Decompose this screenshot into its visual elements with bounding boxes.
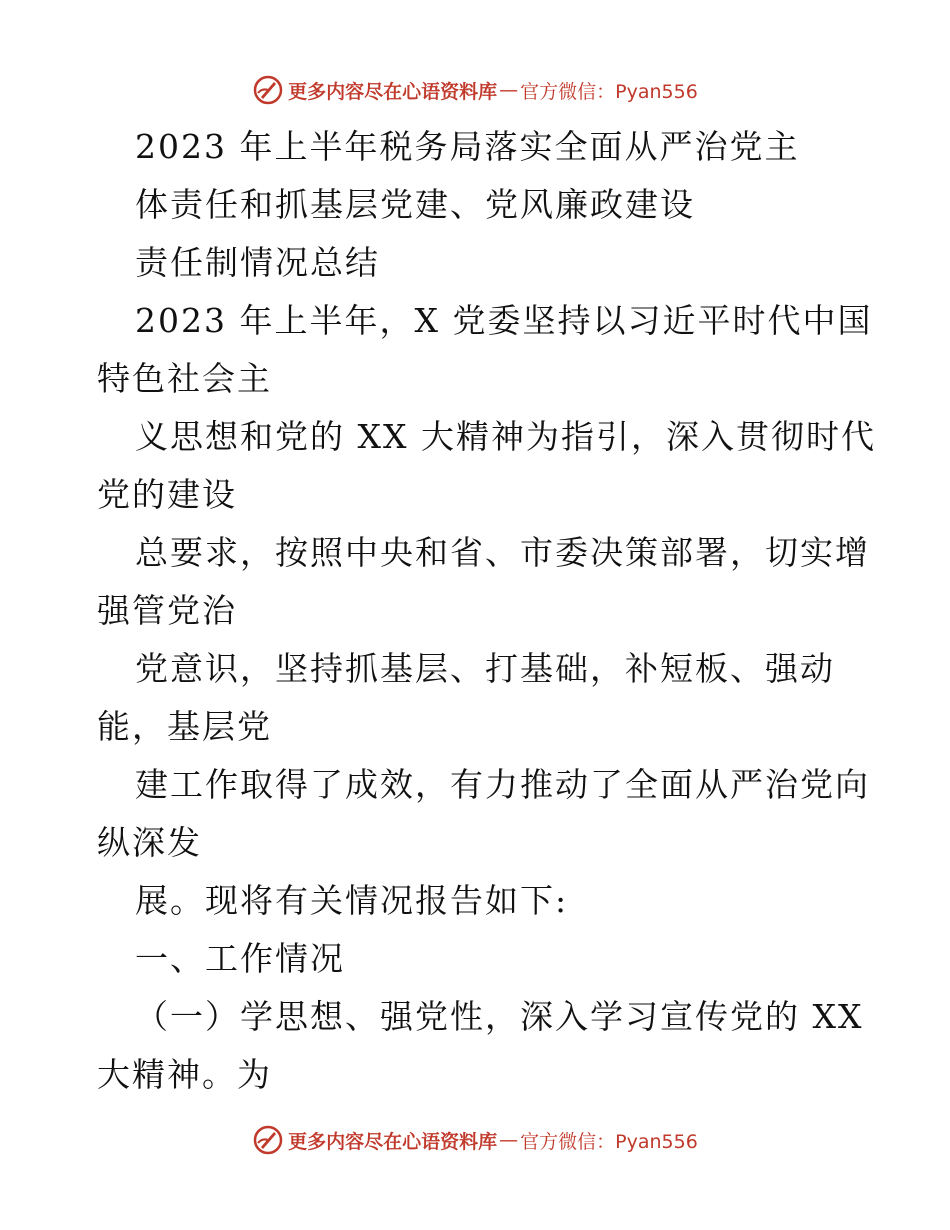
paragraph-line: 建工作取得了成效，有力推动了全面从严治党向 — [135, 765, 870, 804]
paragraph-line: 党意识，坚持抓基层、打基础，补短板、强动 — [135, 649, 835, 688]
paragraph-line: 展。现将有关情况报告如下: — [135, 881, 569, 920]
footer-watermark — [0, 1120, 950, 1160]
quill-logo-icon — [252, 74, 284, 106]
quill-logo-icon — [252, 1124, 284, 1156]
paragraph-line: 纵深发 — [97, 823, 202, 862]
header-watermark — [0, 70, 950, 110]
paragraph-line: 大精神。为 — [97, 1055, 272, 1094]
title-line: 责任制情况总结 — [135, 243, 380, 282]
title-line: 2023 年上半年税务局落实全面从严治党主 — [135, 127, 800, 166]
document-body — [97, 118, 876, 1104]
paragraph-line: 2023 年上半年，X 党委坚持以习近平时代中国 — [135, 301, 873, 340]
title-line: 体责任和抓基层党建、党风廉政建设 — [135, 185, 695, 224]
watermark-wechat: 官方微信：Pyan556 — [520, 80, 698, 103]
watermark-text: 更多内容尽在心语资料库 — [288, 1130, 498, 1153]
paragraph-line: 强管党治 — [97, 591, 237, 630]
watermark-separator: — — [499, 79, 519, 101]
paragraph-line: 特色社会主 — [97, 359, 272, 398]
paragraph-line: 能，基层党 — [97, 707, 272, 746]
paragraph-line: 党的建设 — [97, 475, 237, 514]
section-heading: 一、工作情况 — [135, 939, 345, 978]
paragraph-line: 总要求，按照中央和省、市委决策部署，切实增 — [135, 533, 870, 572]
subsection-heading: （一）学思想、强党性，深入学习宣传党的 XX — [135, 997, 864, 1036]
watermark-text: 更多内容尽在心语资料库 — [288, 80, 498, 103]
watermark-wechat: 官方微信：Pyan556 — [520, 1130, 698, 1153]
paragraph-line: 义思想和党的 XX 大精神为指引，深入贯彻时代 — [135, 417, 876, 456]
watermark-separator: — — [499, 1129, 519, 1151]
